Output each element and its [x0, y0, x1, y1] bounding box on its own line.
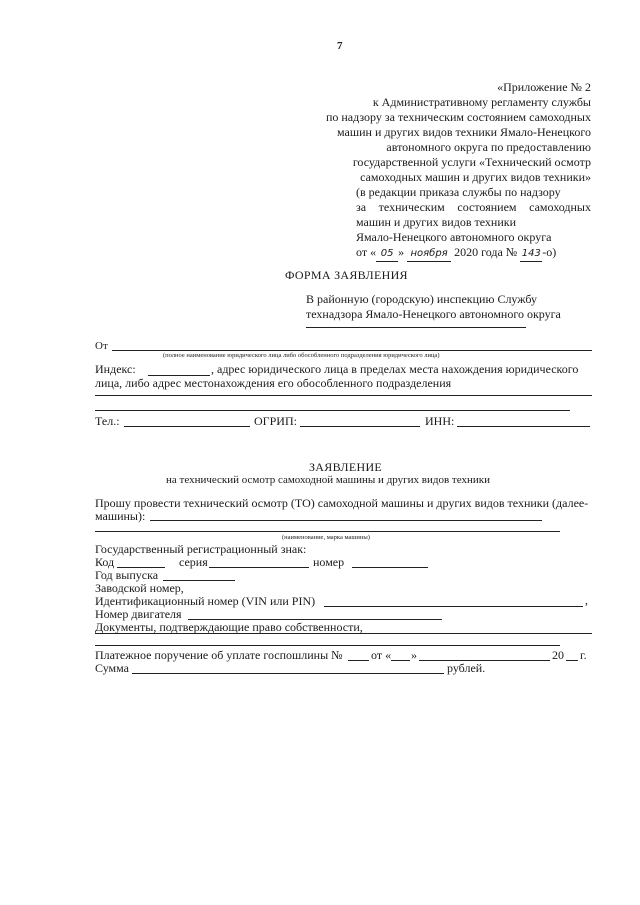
year-label: Год выпуска	[95, 568, 159, 582]
documents-label: Документы, подтверждающие право собственности,	[95, 620, 363, 634]
appendix-line: за техническим состоянием самоходных	[356, 200, 591, 214]
vin-label: Идентификационный номер (VIN или PIN)	[95, 594, 316, 608]
appendix-line: автономного округа по предоставлению	[386, 140, 591, 154]
form-title: ФОРМА ЗАЯВЛЕНИЯ	[285, 268, 408, 282]
from-blank	[112, 350, 592, 351]
statement-subtitle: на технический осмотр самоходной машины и других видов техники	[166, 474, 490, 486]
engine-label: Номер двигателя	[95, 607, 182, 621]
handwritten-day: 05	[376, 247, 398, 262]
payment-g: г.	[580, 648, 587, 662]
number-label: номер	[313, 555, 345, 569]
payment-label: Платежное поручение об уплате госпошлины №	[95, 648, 343, 662]
inn-label: ИНН:	[425, 414, 455, 428]
page-number: 7	[337, 40, 343, 52]
appendix-line: по надзору за техническим состоянием самоходных	[325, 110, 591, 124]
payment-year-blank	[566, 660, 578, 661]
payment-from: от «	[371, 648, 392, 662]
appendix-line: Ямало-Ненецкого автономного округа	[356, 230, 552, 244]
factory-number-label: Заводской номер,	[95, 581, 184, 595]
date-prefix: от «	[356, 245, 377, 259]
ogrip-label: ОГРИП:	[254, 414, 297, 428]
appendix-line: (в редакции приказа службы по надзору	[356, 185, 561, 199]
rubles-label: рублей.	[447, 661, 486, 675]
payment-quote: »	[411, 648, 417, 662]
series-blank	[209, 567, 309, 568]
machine-hint: (наименование, марка машины)	[282, 534, 370, 541]
handwritten-month: ноября	[407, 247, 451, 262]
series-label: серия	[179, 555, 208, 569]
index-text-2: лица, либо адрес местонахождения его обособленного подразделения	[95, 376, 452, 390]
vin-blank	[324, 606, 583, 607]
machine-blank-1	[150, 520, 542, 521]
appendix-line: к Административному регламенту службы	[372, 95, 591, 109]
appendix-line: машин и других видов техники Ямало-Ненецкого	[337, 125, 591, 139]
sum-blank	[132, 673, 444, 674]
appendix-line: «Приложение № 2	[497, 80, 591, 94]
machine-blank-2	[95, 531, 560, 532]
date-suffix: -о)	[542, 245, 557, 259]
payment-number-blank	[348, 660, 369, 661]
request-line-2: машины):	[95, 509, 146, 523]
tel-label: Тел.:	[95, 414, 120, 428]
ogrip-blank	[300, 426, 420, 427]
addressee-blank	[306, 327, 526, 328]
from-label: От	[95, 340, 108, 352]
sum-label: Сумма	[95, 661, 129, 675]
addressee-line-2: технадзора Ямало-Ненецкого автономного округа	[306, 307, 561, 321]
documents-blank-2	[95, 645, 560, 646]
date-year: 2020 года №	[454, 245, 518, 259]
request-line-1: Прошу провести технический осмотр (ТО) самоходной машины и других видов техники (далее-	[95, 496, 589, 510]
vin-comma: ,	[585, 593, 588, 607]
payment-day-blank	[391, 660, 410, 661]
address-blank-1	[95, 395, 592, 396]
index-label: Индекс:	[95, 362, 136, 376]
appendix-line: государственной услуги «Технический осмотр	[352, 155, 591, 169]
payment-year: 20	[552, 648, 564, 662]
tel-blank	[124, 426, 250, 427]
index-text-1: , адрес юридического лица в пределах места нахождения юридического	[211, 362, 579, 376]
statement-title: ЗАЯВЛЕНИЕ	[309, 460, 383, 474]
handwritten-order-number: 143	[520, 247, 542, 262]
addressee-line-1: В районную (городскую) инспекцию Службу	[306, 292, 538, 306]
from-hint: (полное наименование юридического лица либо обособленного подразделения юридического лица)	[163, 352, 440, 359]
date-mid: »	[398, 245, 405, 259]
order-date-line	[356, 245, 556, 262]
appendix-line: машин и других видов техники	[356, 215, 517, 229]
appendix-line: самоходных машин и других видов техники»	[360, 170, 591, 184]
reg-sign-label: Государственный регистрационный знак:	[95, 542, 307, 556]
number-blank	[352, 567, 428, 568]
inn-blank	[457, 426, 590, 427]
address-blank-2	[95, 410, 570, 411]
code-label: Код	[95, 555, 115, 569]
documents-blank-1	[95, 633, 592, 634]
